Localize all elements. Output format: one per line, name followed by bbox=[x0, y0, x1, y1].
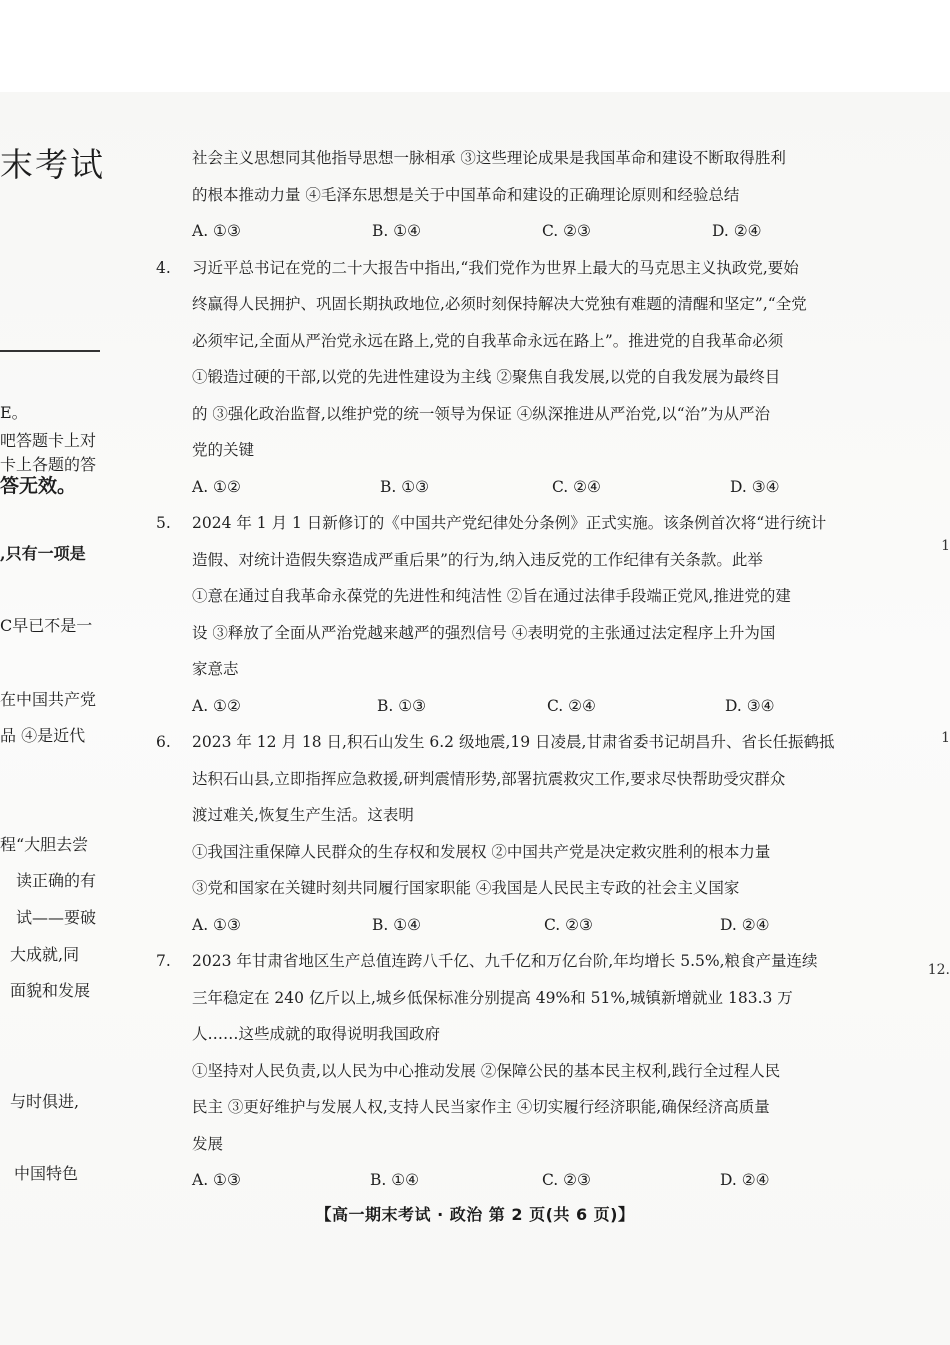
adjacent-line: 在中国共产党 bbox=[0, 690, 97, 709]
page-top-margin bbox=[0, 0, 950, 92]
adjacent-line: C早已不是一 bbox=[0, 616, 93, 635]
option-c: C. ②④ bbox=[552, 477, 601, 496]
adjacent-line: 与时俱进, bbox=[10, 1092, 80, 1111]
adjacent-line: 答无效。 bbox=[0, 475, 77, 497]
option-c: C. ②③ bbox=[542, 1171, 591, 1189]
right-edge-fragment: 1 bbox=[941, 730, 950, 746]
option-b: B. ①④ bbox=[370, 1171, 420, 1189]
adjacent-line: 试——要破 bbox=[16, 908, 97, 927]
statement-line: ①意在通过自我革命永葆党的先进性和纯洁性 ②旨在通过法律手段端正党风,推进党的建 bbox=[192, 587, 791, 605]
adjacent-page-fragment bbox=[0, 95, 118, 1215]
option-d: D. ③④ bbox=[730, 477, 780, 496]
option-c: C. ②③ bbox=[542, 222, 591, 240]
option-d: D. ②④ bbox=[712, 222, 762, 240]
option-d: D. ③④ bbox=[725, 696, 775, 715]
answer-options bbox=[172, 688, 892, 725]
adjacent-line: 读正确的有 bbox=[16, 871, 97, 890]
question-line: 2023 年甘肃省地区生产总值连跨八千亿、九千亿和万亿台阶,年均增长 5.5%,粮食产量连续 bbox=[192, 952, 818, 970]
option-b: B. ①③ bbox=[377, 696, 427, 715]
statement-line: 的根本推动力量 ④毛泽东思想是关于中国革命和建设的正确理论原则和经验总结 bbox=[192, 185, 740, 204]
option-b: B. ①③ bbox=[380, 477, 430, 496]
adjacent-line: 卡上各题的答 bbox=[0, 455, 97, 474]
statement-line: 发展 bbox=[192, 1134, 224, 1153]
question-line: 必须牢记,全面从严治党永远在路上,党的自我革命永远在路上”。推进党的自我革命必须 bbox=[192, 331, 784, 350]
answer-options bbox=[172, 213, 892, 250]
statement-line: 党的关键 bbox=[192, 441, 255, 459]
option-b: B. ①④ bbox=[372, 222, 422, 240]
option-a: A. ①③ bbox=[192, 222, 241, 240]
answer-options bbox=[172, 1162, 892, 1199]
adjacent-divider bbox=[0, 350, 100, 352]
option-c: C. ②③ bbox=[544, 915, 593, 934]
adjacent-line: E。 bbox=[0, 403, 28, 422]
option-c: C. ②④ bbox=[547, 696, 596, 715]
option-a: A. ①② bbox=[192, 477, 241, 496]
question-5 bbox=[156, 505, 892, 688]
question-line: 渡过难关,恢复生产生活。这表明 bbox=[192, 806, 414, 824]
question-number: 7. bbox=[156, 952, 171, 970]
statement-line: ①我国注重保障人民群众的生存权和发展权 ②中国共产党是决定救灾胜利的根本力量 bbox=[192, 842, 771, 861]
right-edge-fragment: 1 bbox=[941, 538, 950, 554]
option-a: A. ①② bbox=[192, 696, 241, 715]
question-line: 达积石山县,立即指挥应急救援,研判震情形势,部署抗震救灾工作,要求尽快帮助受灾群众 bbox=[192, 769, 786, 788]
option-a: A. ①③ bbox=[192, 915, 241, 934]
statement-line: 的 ③强化政治监督,以维护党的统一领导为保证 ④纵深推进从严治党,以“治”为从严治 bbox=[192, 404, 771, 423]
adjacent-line: 中国特色 bbox=[14, 1164, 79, 1183]
statement-line: ①坚持对人民负责,以人民为中心推动发展 ②保障公民的基本民主权利,践行全过程人民 bbox=[192, 1061, 781, 1080]
adjacent-line: ,只有一项是 bbox=[0, 544, 86, 563]
statement-line: 民主 ③更好维护与发展人权,支持人民当家作主 ④切实履行经济职能,确保经济高质量 bbox=[192, 1098, 770, 1116]
statement-line: 家意志 bbox=[192, 660, 239, 678]
question-7 bbox=[156, 943, 892, 1162]
question-number: 4. bbox=[156, 258, 171, 277]
question-line: 习近平总书记在党的二十大报告中指出,“我们党作为世界上最大的马克思主义执政党,要始 bbox=[192, 258, 799, 277]
question-4 bbox=[156, 250, 892, 469]
answer-options bbox=[172, 907, 892, 944]
question-6 bbox=[156, 724, 892, 907]
statement-line: ③党和国家在关键时刻共同履行国家职能 ④我国是人民民主专政的社会主义国家 bbox=[192, 879, 740, 897]
statement-line: 设 ③释放了全面从严治党越来越严的强烈信号 ④表明党的主张通过法定程序上升为国 bbox=[192, 623, 776, 642]
statement-line: ①锻造过硬的干部,以党的先进性建设为主线 ②聚焦自我发展,以党的自我发展为最终目 bbox=[192, 368, 781, 386]
right-edge-fragment: 12. bbox=[927, 962, 950, 978]
question-line: 人……这些成就的取得说明我国政府 bbox=[192, 1025, 441, 1043]
option-a: A. ①③ bbox=[192, 1171, 241, 1189]
adjacent-title-fragment: 末考试 bbox=[0, 145, 105, 184]
option-d: D. ②④ bbox=[720, 1171, 770, 1189]
adjacent-line: 吧答题卡上对 bbox=[0, 431, 97, 450]
adjacent-line: 品 ④是近代 bbox=[0, 726, 86, 745]
option-b: B. ①④ bbox=[372, 915, 422, 934]
answer-options bbox=[172, 469, 892, 506]
question-line: 2023 年 12 月 18 日,积石山发生 6.2 级地震,19 日凌晨,甘肃省委书记胡昌升、省长任振鹤抵 bbox=[192, 733, 835, 751]
question-line: 终赢得人民拥护、巩固长期执政地位,必须时刻保持解决大党独有难题的清醒和坚定”,“全党 bbox=[192, 295, 807, 313]
page-footer: 【高一期末考试 · 政治 第 2 页(共 6 页)】 bbox=[315, 1205, 635, 1224]
question-number: 5. bbox=[156, 514, 171, 532]
question-line: 三年稳定在 240 亿斤以上,城乡低保标准分别提高 49%和 51%,城镇新增就业 183.3 万 bbox=[192, 988, 793, 1007]
option-d: D. ②④ bbox=[720, 915, 770, 934]
adjacent-line: 程“大胆去尝 bbox=[0, 835, 89, 854]
question-line: 2024 年 1 月 1 日新修订的《中国共产党纪律处分条例》正式实施。该条例首次将“进行统计 bbox=[192, 514, 827, 532]
statement-line: 社会主义思想同其他指导思想一脉相承 ③这些理论成果是我国革命和建设不断取得胜利 bbox=[192, 149, 786, 167]
question-number: 6. bbox=[156, 733, 171, 751]
question-column bbox=[156, 140, 892, 1199]
question-line: 造假、对统计造假失察造成严重后果”的行为,纳入违反党的工作纪律有关条款。此举 bbox=[192, 550, 763, 569]
question-3-continuation bbox=[172, 140, 892, 213]
adjacent-line: 大成就,同 bbox=[10, 945, 80, 964]
adjacent-line: 面貌和发展 bbox=[10, 981, 91, 1000]
